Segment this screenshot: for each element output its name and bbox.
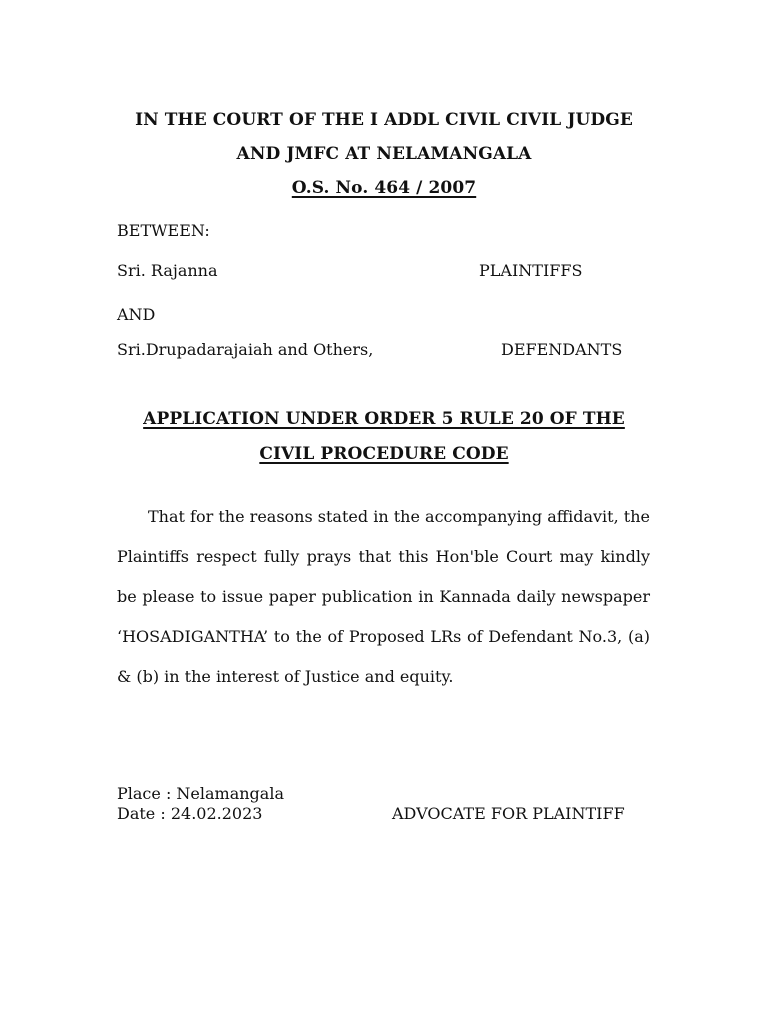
defendant-name: Sri.Drupadarajaiah and Others,	[117, 340, 374, 359]
date-line: Date : 24.02.2023	[117, 804, 263, 823]
application-title-line-2-text: CIVIL PROCEDURE CODE	[259, 444, 509, 464]
defendant-role: DEFENDANTS	[501, 340, 623, 359]
application-title-line-2	[0, 444, 768, 464]
place-line: Place : Nelamangala	[117, 784, 284, 803]
paragraph-line: ‘HOSADIGANTHA’ to the of Proposed LRs of Defendant No.3, (a)	[117, 627, 650, 646]
paragraph-line: That for the reasons stated in the accompanying affidavit, the	[148, 507, 650, 526]
and-label: AND	[117, 305, 156, 324]
plaintiff-name: Sri. Rajanna	[117, 261, 218, 280]
between-label: BETWEEN:	[117, 221, 210, 240]
application-title-line-1	[0, 409, 768, 429]
paragraph-line: Plaintiffs respect fully prays that this Hon'ble Court may kindly	[117, 547, 650, 566]
application-title-line-1-text: APPLICATION UNDER ORDER 5 RULE 20 OF THE	[143, 409, 625, 429]
case-number	[0, 178, 768, 198]
plaintiff-role: PLAINTIFFS	[479, 261, 583, 280]
paragraph-line: & (b) in the interest of Justice and equity.	[117, 667, 454, 686]
advocate-signatory: ADVOCATE FOR PLAINTIFF	[392, 804, 625, 823]
case-number-text: O.S. No. 464 / 2007	[291, 178, 477, 198]
court-name-line-1: IN THE COURT OF THE I ADDL CIVIL CIVIL JUDGE	[135, 110, 633, 130]
court-name-line-2: AND JMFC AT NELAMANGALA	[236, 144, 532, 164]
paragraph-line: be please to issue paper publication in Kannada daily newspaper	[117, 587, 650, 606]
